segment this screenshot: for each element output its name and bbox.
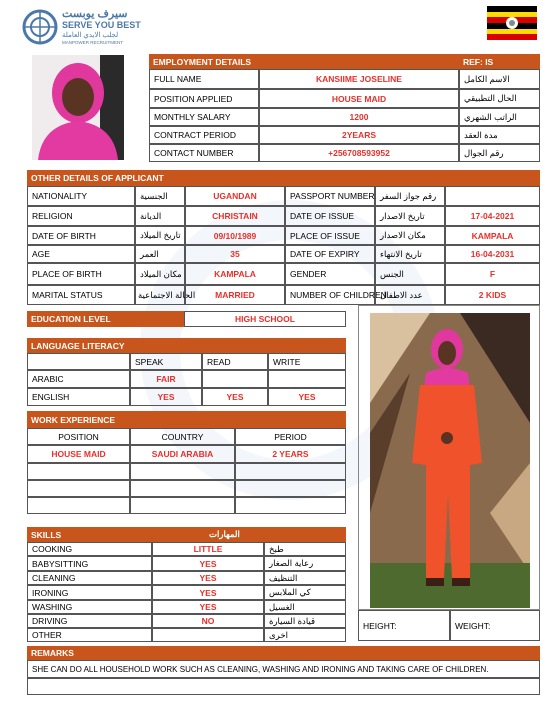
employment-arabic: الحال التطبيقي <box>459 89 540 108</box>
employment-label: POSITION APPLIED <box>149 89 259 108</box>
other-label: NATIONALITY <box>27 186 135 206</box>
language-value: YES <box>202 388 268 406</box>
skill-label: COOKING <box>27 542 152 556</box>
skill-value: YES <box>152 585 264 600</box>
logo-english: SERVE YOU BEST <box>62 20 141 30</box>
skill-value: LITTLE <box>152 542 264 556</box>
height-field: HEIGHT: <box>358 610 450 641</box>
employment-label: CONTACT NUMBER <box>149 144 259 162</box>
other-details-header: OTHER DETAILS OF APPLICANT <box>27 170 540 186</box>
work-empty-cell <box>235 497 346 514</box>
other-value: 09/10/1989 <box>185 226 285 245</box>
language-col-header: READ <box>202 353 268 370</box>
work-empty-cell <box>27 497 130 514</box>
work-empty-cell <box>235 463 346 480</box>
skill-arabic: اخرى <box>264 628 346 642</box>
other-value: UGANDAN <box>185 186 285 206</box>
employment-value: 1200 <box>259 108 459 126</box>
skills-header-arabic: المهارات <box>205 527 346 542</box>
logo-arabic: سيرف يوبست <box>62 8 128 20</box>
work-header: WORK EXPERIENCE <box>27 411 346 428</box>
work-country: SAUDI ARABIA <box>130 445 235 463</box>
skill-label: WASHING <box>27 600 152 614</box>
other-value: CHRISTAIN <box>185 206 285 226</box>
other-label: MARITAL STATUS <box>27 285 135 305</box>
language-name: ARABIC <box>27 370 130 388</box>
employment-arabic: رقم الجوال <box>459 144 540 162</box>
work-empty-cell <box>235 480 346 497</box>
other-label: RELIGION <box>27 206 135 226</box>
other-value <box>445 186 540 206</box>
employment-value: HOUSE MAID <box>259 89 459 108</box>
employment-label: FULL NAME <box>149 69 259 89</box>
skill-value: NO <box>152 614 264 628</box>
other-value: 35 <box>185 245 285 263</box>
remarks-header: REMARKS <box>27 646 540 660</box>
employment-value: +256708593952 <box>259 144 459 162</box>
other-label: DATE OF ISSUE <box>285 206 375 226</box>
language-col-header: SPEAK <box>130 353 202 370</box>
globe-logo-icon <box>22 9 58 45</box>
skill-arabic: التنظيف <box>264 571 346 585</box>
skill-label: BABYSITTING <box>27 556 152 571</box>
remarks-empty-line <box>27 678 540 695</box>
skill-label: DRIVING <box>27 614 152 628</box>
language-value: YES <box>268 388 346 406</box>
other-value: 17-04-2021 <box>445 206 540 226</box>
language-col-header: WRITE <box>268 353 346 370</box>
other-arabic: الجنس <box>375 263 445 285</box>
other-arabic: رقم جواز السفر <box>375 186 445 206</box>
company-logo <box>20 6 160 48</box>
other-label: PLACE OF ISSUE <box>285 226 375 245</box>
skill-arabic: الغسيل <box>264 600 346 614</box>
weight-field: WEIGHT: <box>450 610 540 641</box>
education-value: HIGH SCHOOL <box>184 311 346 327</box>
other-label: GENDER <box>285 263 375 285</box>
employment-arabic: مدة العقد <box>459 126 540 144</box>
other-arabic: تاريخ الانتهاء <box>375 245 445 263</box>
language-value <box>268 370 346 388</box>
employment-value: KANSIIME JOSELINE <box>259 69 459 89</box>
other-label: DATE OF BIRTH <box>27 226 135 245</box>
language-value <box>202 370 268 388</box>
other-arabic: الجنسية <box>135 186 185 206</box>
language-value: FAIR <box>130 370 202 388</box>
language-name: ENGLISH <box>27 388 130 406</box>
skill-label: OTHER <box>27 628 152 642</box>
skill-label: CLEANING <box>27 571 152 585</box>
other-arabic: تاريخ الميلاد <box>135 226 185 245</box>
work-empty-cell <box>27 463 130 480</box>
work-col-header: PERIOD <box>235 428 346 445</box>
skills-header: SKILLS <box>27 527 205 542</box>
other-label: DATE OF EXPIRY <box>285 245 375 263</box>
remarks-text: SHE CAN DO ALL HOUSEHOLD WORK SUCH AS CLEANING, WASHING AND IRONING AND TAKING CARE OF CHILDREN. <box>27 660 540 678</box>
skill-arabic: رعاية الصغار <box>264 556 346 571</box>
ref-label: REF: IS <box>459 54 540 69</box>
employment-label: MONTHLY SALARY <box>149 108 259 126</box>
other-arabic: مكان الميلاد <box>135 263 185 285</box>
skill-arabic: قيادة السيارة <box>264 614 346 628</box>
skill-value: YES <box>152 600 264 614</box>
other-value: 16-04-2031 <box>445 245 540 263</box>
uganda-flag <box>487 6 537 40</box>
skill-value: YES <box>152 571 264 585</box>
employment-value: 2YEARS <box>259 126 459 144</box>
full-body-photo <box>370 313 530 608</box>
other-arabic: تاريخ الاصدار <box>375 206 445 226</box>
work-empty-cell <box>130 480 235 497</box>
work-col-header: POSITION <box>27 428 130 445</box>
language-header: LANGUAGE LITERACY <box>27 338 346 353</box>
skill-value: YES <box>152 556 264 571</box>
skill-label: IRONING <box>27 585 152 600</box>
applicant-photo <box>32 55 124 160</box>
employment-label: CONTRACT PERIOD <box>149 126 259 144</box>
work-empty-cell <box>130 497 235 514</box>
other-value: KAMPALA <box>185 263 285 285</box>
skill-arabic: كي الملابس <box>264 585 346 600</box>
other-label: PASSPORT NUMBER <box>285 186 375 206</box>
other-label: PLACE OF BIRTH <box>27 263 135 285</box>
other-label: NUMBER OF CHILDREN <box>285 285 375 305</box>
other-arabic: العمر <box>135 245 185 263</box>
work-period: 2 YEARS <box>235 445 346 463</box>
work-empty-cell <box>130 463 235 480</box>
other-value: 2 KIDS <box>445 285 540 305</box>
other-arabic: مكان الاصدار <box>375 226 445 245</box>
work-col-header: COUNTRY <box>130 428 235 445</box>
other-label: AGE <box>27 245 135 263</box>
other-value: F <box>445 263 540 285</box>
other-arabic: الحالة الاجتماعية <box>135 285 185 305</box>
skill-arabic: طبخ <box>264 542 346 556</box>
language-col-blank <box>27 353 130 370</box>
skill-value <box>152 628 264 642</box>
logo-english-sub: MANPOWER RECRUITMENT <box>62 40 123 45</box>
full-photo-frame <box>358 305 540 610</box>
logo-arabic-sub: لجلب الايدي العاملة <box>62 32 119 39</box>
other-arabic: عدد الاطفال <box>375 285 445 305</box>
employment-arabic: الاسم الكامل <box>459 69 540 89</box>
work-position: HOUSE MAID <box>27 445 130 463</box>
other-arabic: الديانة <box>135 206 185 226</box>
employment-header: EMPLOYMENT DETAILS <box>149 54 459 69</box>
employment-arabic: الراتب الشهري <box>459 108 540 126</box>
work-empty-cell <box>27 480 130 497</box>
other-value: MARRIED <box>185 285 285 305</box>
education-label: EDUCATION LEVEL <box>27 311 184 327</box>
language-value: YES <box>130 388 202 406</box>
other-value: KAMPALA <box>445 226 540 245</box>
